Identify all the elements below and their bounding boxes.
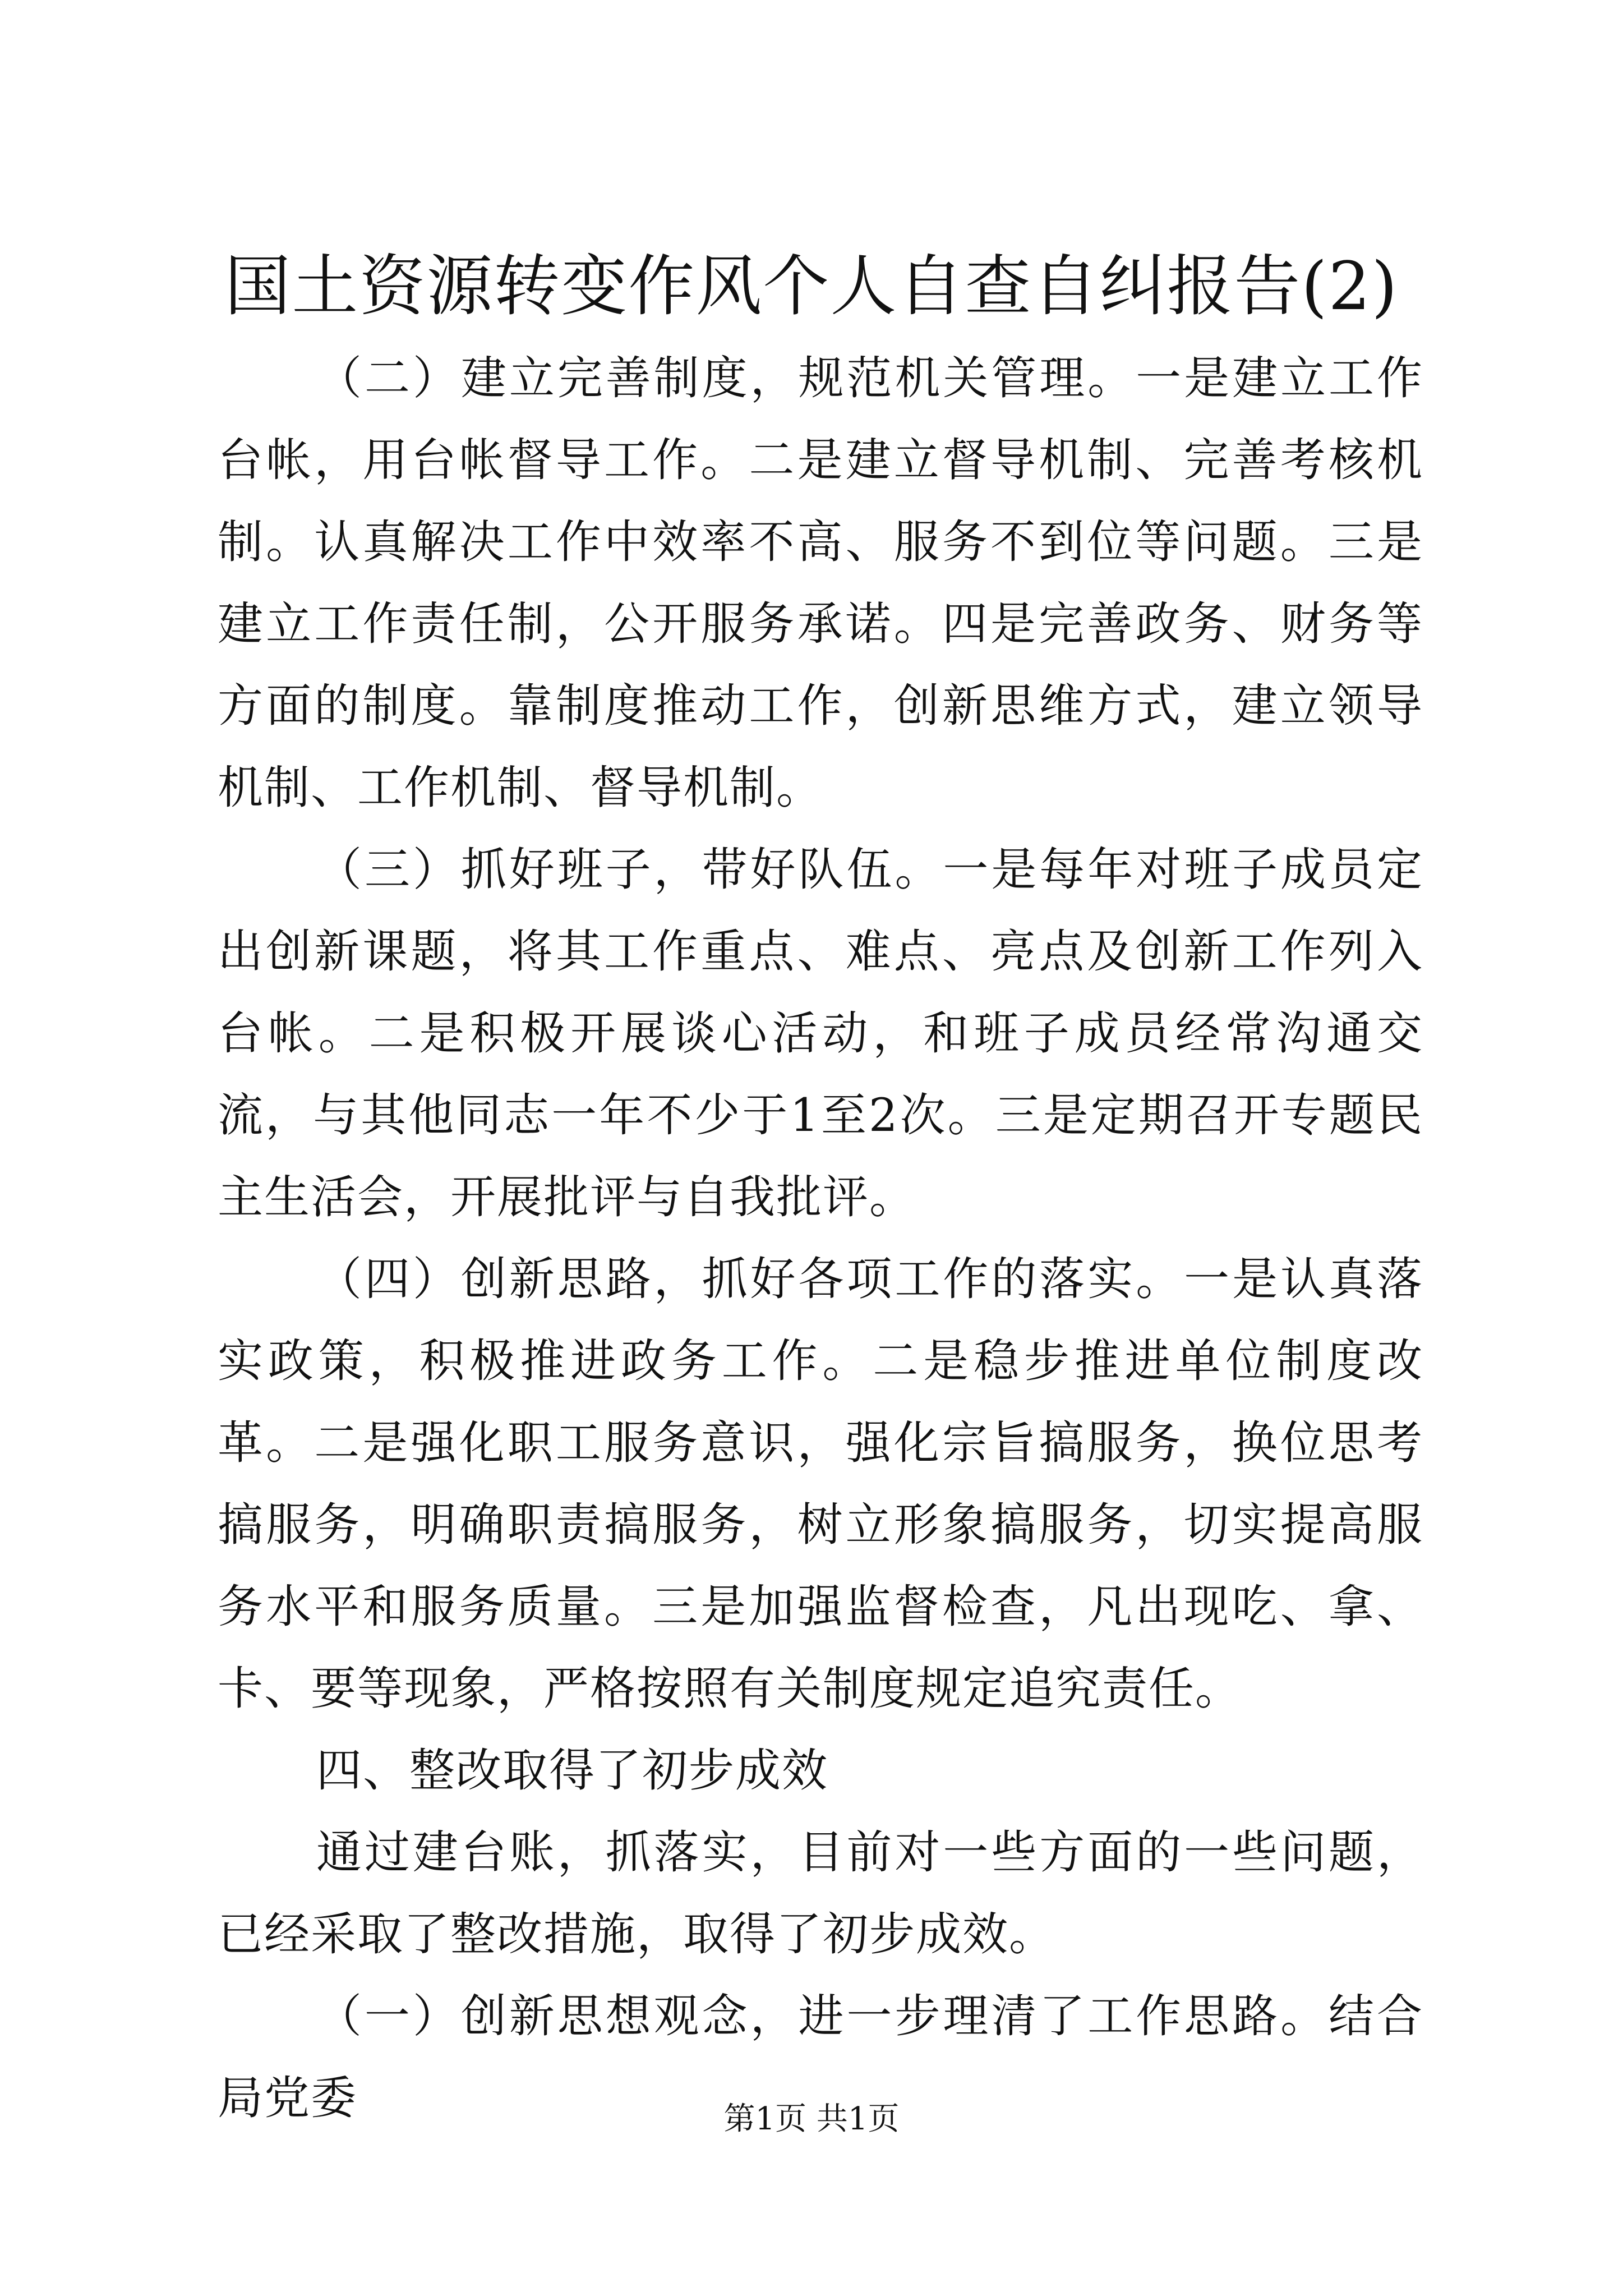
paragraph-3: （三）抓好班子，带好队伍。一是每年对班子成员定出创新课题，将其工作重点、难点、亮点及创新工作列入台帐。二是积极开展谈心活动，和班子成员经常沟通交流，与其他同志一年不少于1至2次。三是定期召开专题民主生活会，开展批评与自我批评。 [218,844,1423,1224]
document-title: 国土资源转变作风个人自查自纠报告(2) [224,247,1399,325]
paragraph-1: （一）创新思想观念，进一步理清了工作思路。结合局党委 [218,1990,1423,2125]
page-footer: 第1页 共1页 [723,2101,900,2137]
section-heading: 四、整改取得了初步成效 [316,1745,829,1797]
paragraph-2: （二）建立完善制度，规范机关管理。一是建立工作台帐，用台帐督导工作。二是建立督导机制、完善考核机制。认真解决工作中效率不高、服务不到位等问题。三是建立工作责任制，公开服务承诺。四是完善政务、财务等方面的制度。靠制度推动工作，创新思维方式，建立领导机制、工作机制、督导机制。 [218,352,1423,815]
document-body [218,338,1423,2139]
paragraph-summary: 通过建台账，抓落实，目前对一些方面的一些问题，已经采取了整改措施，取得了初步成效。 [218,1826,1423,1961]
paragraph-4: （四）创新思路，抓好各项工作的落实。一是认真落实政策，积极推进政务工作。二是稳步推进单位制度改革。二是强化职工服务意识，强化宗旨搞服务，换位思考搞服务，明确职责搞服务，树立形象搞服务，切实提高服务水平和服务质量。三是加强监督检查，凡出现吃、拿、卡、要等现象，严格按照有关制度规定追究责任。 [218,1253,1423,1715]
